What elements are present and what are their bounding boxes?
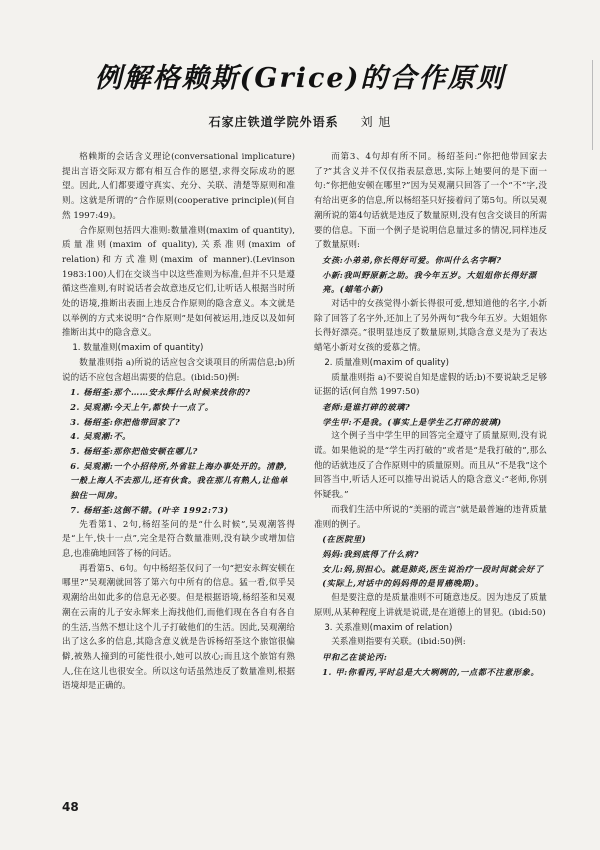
paragraph: 但是要注意的是质量准则不可随意违反。因为违反了质量原则,从某种程度上讲就是说谎,是在道德上的冒犯。(ibid:50): [314, 593, 547, 618]
margin-mark: [592, 60, 593, 150]
example-line: 女孩:小弟弟,你长得好可爱。你叫什么名字啊?: [322, 254, 502, 265]
example-line: 小新:我叫野原新之助。我今年五岁。大姐姐你长得好漂亮。(蜡笔小新): [322, 269, 537, 295]
example-line: 甲和乙在谈论丙:: [322, 651, 388, 662]
example-line: 学生甲:不是我。(事实上是学生乙打碎的玻璃): [322, 416, 502, 427]
example-line: 2. 吴观潮:今天上午,都快十一点了。: [70, 401, 214, 412]
section-heading: 3. 关系准则(maxim of relation): [324, 622, 453, 633]
example-line: 1. 杨绍荃:那个……安永辉什么时候来找你的?: [70, 387, 251, 398]
example-line: 妈妈:我到底得了什么病?: [322, 548, 420, 559]
author: 刘 旭: [360, 115, 392, 129]
right-column: [314, 150, 547, 679]
section-heading: 2. 质量准则(maxim of quality): [324, 357, 449, 368]
paragraph: 先看第1、2句,杨绍荃问的是“什么时候”,吴观潮答得是“上午,快十一点”,完全是符合数量准则,没有缺少或增加信息,也准确地回答了杨的问话。: [62, 519, 295, 559]
paragraph: 而第3、4句却有所不同。杨绍荃问:“你把他带回家去了?”其含义并不仅仅指表层意思,实际上她要问的是下面一句:“你把他安顿在哪里?”因为吴观潮只回答了一个“不”字,没有给出更多的信息,所以杨绍荃只好接着问了第5句。所以吴观潮所说的第4句话就是违反了数量原则,没有包含交谈目的所需要的信息。下面一个例子是说明信息量过多的情况,同样违反了数量原则:: [314, 152, 547, 251]
paragraph: 关系准则指要有关联。(ibid:50)例:: [331, 637, 466, 648]
example-line: 女儿:妈,别担心。就是肺炎,医生说治疗一段时间就会好了(实际上,对话中的妈妈得的是胃癌晚期)。: [322, 563, 544, 589]
paragraph: 对话中的女孩觉得小新长得很可爱,想知道他的名字,小新除了回答了名字外,还加上了另外两句“我今年五岁。大姐姐你长得好漂亮。”很明显违反了数量原则,其隐含意义是为了表达蜡笔小新对女孩的爱慕之情。: [314, 299, 547, 354]
example-line: 6. 吴观潮:一个小招待所,外省驻上海办事处开的。清静,一般上海人不去那儿,还有伙食。我在那儿有熟人,让他单独住一间房。: [70, 460, 288, 501]
paragraph: 这个例子当中学生甲的回答完全遵守了质量原则,没有说谎。如果他说的是“学生丙打破的”或者是“是我打破的”,那么他的话就违反了合作原则中的质量原则。而且从“不是我”这个回答当中,听话人还可以推导出说话人的隐含意义:“老师,你别怀疑我。”: [314, 431, 547, 501]
paragraph: 合作原则包括四大准则:数量准则(maxim of quantity),质量准则(maxim of quality),关系准则(maxim of relation)和方式准则(maxim of manner).(Levinson 1983:100)人们在交谈当中以这些准则为标准,但并不只是遵循这些准则,有时说话者会故意违反它们,让听话人根据当时所处的语境,推断出表面上违反合作原则的隐含意义。本文就是以举例的方式来说明“合作原则”是如何被运用,违反以及如何推断出其中的隐含意义。: [62, 225, 295, 339]
example-line: (在医院里): [322, 534, 367, 545]
section-heading: 1. 数量准则(maxim of quantity): [72, 343, 204, 354]
example-line: 7. 杨绍荃:这倒不错。(叶辛 1992:73): [70, 504, 229, 515]
paragraph: 再看第5、6句。句中杨绍荃仅问了一句“把安永辉安顿在哪里?”吴观潮就回答了第六句中所有的信息。猛一看,似乎吴观潮给出如此多的信息无必要。但是根据语境,杨绍荃和吴观潮在云南的儿子安永辉来上海找他们,而他们现在各自有各自的生活,当然不想让这个儿子打破他们的生活。因此,吴观潮给出了这么多的信息,其隐含意义就是告诉杨绍荃这个旅馆很偏僻,被熟人撞到的可能性很小,她可以放心;而且这个旅馆有熟人,住在这儿也很安全。所以这句话虽然违反了数量准则,根据语境却是正确的。: [62, 563, 295, 692]
example-line: 老师:是谁打碎的玻璃?: [322, 401, 411, 412]
left-column: [62, 150, 295, 694]
article-title: 例解格赖斯(Grice)的合作原则: [94, 63, 506, 94]
paragraph: 数量准则指 a)所说的话应包含交谈项目的所需信息;b)所说的话不应包含超出需要的信息。(ibid:50)例:: [62, 357, 295, 383]
example-line: 4. 吴观潮:不。: [70, 431, 131, 442]
paragraph: 质量准则指 a)不要说自知是虚假的话;b)不要说缺乏足够证据的话(何自然 1997:50): [314, 372, 547, 398]
paragraph: 而我们生活中所说的“美丽的谎言”就是最普遍的违背质量准则的例子。: [314, 504, 547, 530]
byline: [0, 113, 600, 130]
example-line: 1. 甲:你看丙,平时总是大大咧咧的,一点都不注意形象。: [322, 666, 540, 677]
affiliation: 石家庄铁道学院外语系: [208, 115, 339, 129]
example-line: 5. 杨绍荃:那你把他安顿在哪儿?: [70, 446, 198, 457]
example-line: 3. 杨绍荃:你把他带回家了?: [70, 416, 181, 427]
paragraph: 格赖斯的会话含义理论(conversational implicature)提出言语交际双方都有相互合作的愿望,求得交际成功的愿望。因此,人们都要遵守真实、充分、关联、清楚等原则和准则。这就是所谓的“合作原则(cooperative principle)(何自然 1997:49)。: [62, 152, 295, 221]
page-number: 48: [62, 800, 79, 814]
